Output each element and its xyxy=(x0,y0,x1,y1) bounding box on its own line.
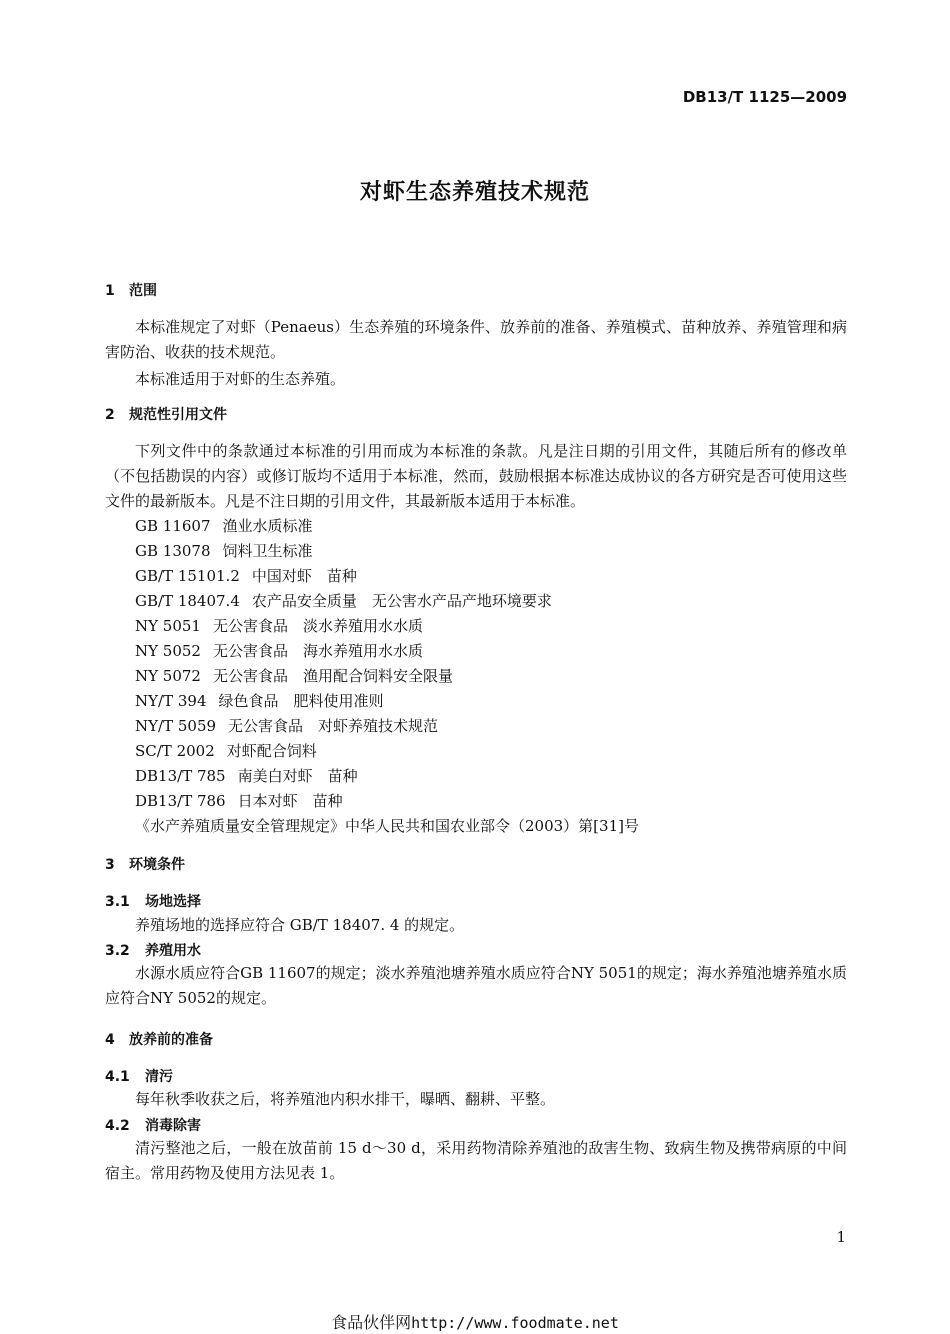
section-number: 3 xyxy=(105,857,115,873)
reference-name: 无公害食品 渔用配合饲料安全限量 xyxy=(212,667,453,685)
reference-code: GB/T 15101.2 xyxy=(135,567,240,585)
reference-code: GB 11607 xyxy=(135,517,211,535)
reference-item xyxy=(135,715,438,736)
reference-item xyxy=(135,565,357,586)
reference-name: 无公害食品 海水养殖用水水质 xyxy=(212,642,423,660)
subsection-title: 养殖用水 xyxy=(145,943,201,959)
reference-code: DB13/T 786 xyxy=(135,792,226,810)
reference-code: DB13/T 785 xyxy=(135,767,226,785)
subsection-number: 4.2 xyxy=(105,1118,130,1134)
reference-name: 中国对虾 苗种 xyxy=(251,567,357,585)
reference-item xyxy=(135,515,313,536)
reference-code: GB/T 18407.4 xyxy=(135,592,240,610)
document-title: 对虾生态养殖技术规范 xyxy=(359,180,590,205)
footer-url-link[interactable]: http://www.foodmate.net xyxy=(411,1314,619,1332)
reference-item xyxy=(135,540,313,561)
subsection-3-2-text: 水源水质应符合GB 11607的规定；淡水养殖池塘养殖水质应符合NY 5051的规定；海水养殖池塘养殖水质应符合NY 5052的规定。 xyxy=(105,964,847,1007)
reference-code: NY 5051 xyxy=(135,617,201,635)
section-title: 规范性引用文件 xyxy=(129,407,227,423)
subsection-number: 4.1 xyxy=(105,1069,130,1085)
reference-regulation: 《水产养殖质量安全管理规定》中华人民共和国农业部令（2003）第[31]号 xyxy=(135,817,639,835)
reference-item xyxy=(135,790,343,811)
reference-name: 南美白对虾 苗种 xyxy=(237,767,358,785)
reference-name: 饲料卫生标准 xyxy=(222,542,313,560)
subsection-3-1-text: 养殖场地的选择应符合 GB/T 18407. 4 的规定。 xyxy=(135,916,465,934)
subsection-4-1-heading xyxy=(105,1066,173,1086)
reference-name: 对虾配合饲料 xyxy=(226,742,317,760)
subsection-number: 3.2 xyxy=(105,943,130,959)
section-2-paragraph: 下列文件中的条款通过本标准的引用而成为本标准的条款。凡是注日期的引用文件，其随后所有的修改单（不包括勘误的内容）或修订版均不适用于本标准，然而，鼓励根据本标准达成协议的各方研究是否可使用这些文件的最新版本。凡是不注日期的引用文件，其最新版本适用于本标准。 xyxy=(105,442,847,510)
reference-item xyxy=(135,765,358,786)
subsection-3-1-heading xyxy=(105,891,201,911)
section-1-paragraph: 本标准规定了对虾（Penaeus）生态养殖的环境条件、放养前的准备、养殖模式、苗种放养、养殖管理和病害防治、收获的技术规范。 xyxy=(105,318,847,361)
reference-name: 无公害食品 淡水养殖用水水质 xyxy=(212,617,423,635)
subsection-3-2-heading xyxy=(105,940,201,960)
reference-name: 渔业水质标准 xyxy=(222,517,313,535)
section-number: 2 xyxy=(105,407,115,423)
section-2-heading xyxy=(105,404,227,424)
footer-watermark xyxy=(0,1310,950,1333)
reference-code: NY/T 394 xyxy=(135,692,207,710)
reference-code: NY/T 5059 xyxy=(135,717,217,735)
reference-item xyxy=(135,640,423,661)
reference-code: NY 5072 xyxy=(135,667,201,685)
subsection-title: 消毒除害 xyxy=(145,1118,201,1134)
subsection-title: 清污 xyxy=(145,1069,173,1085)
reference-code: SC/T 2002 xyxy=(135,742,215,760)
reference-code: GB 13078 xyxy=(135,542,211,560)
document-number: DB13/T 1125—2009 xyxy=(682,88,847,106)
reference-name: 日本对虾 苗种 xyxy=(237,792,343,810)
section-4-heading xyxy=(105,1029,213,1049)
section-1-scope-applicability: 本标准适用于对虾的生态养殖。 xyxy=(135,370,346,388)
section-title: 环境条件 xyxy=(129,857,185,873)
reference-item xyxy=(135,740,317,761)
reference-item xyxy=(135,590,552,611)
page-number: 1 xyxy=(836,1228,846,1246)
section-3-heading xyxy=(105,854,185,874)
reference-code: NY 5052 xyxy=(135,642,201,660)
subsection-4-2-text: 清污整池之后，一般在放苗前 15 d～30 d，采用药物清除养殖池的敌害生物、致病生物及携带病原的中间宿主。常用药物及使用方法见表 1。 xyxy=(105,1139,847,1182)
section-title: 范围 xyxy=(129,283,157,299)
reference-item xyxy=(135,690,384,711)
subsection-number: 3.1 xyxy=(105,894,130,910)
subsection-title: 场地选择 xyxy=(145,894,201,910)
subsection-4-1-text: 每年秋季收获之后，将养殖池内积水排干，曝晒、翻耕、平整。 xyxy=(135,1090,556,1108)
reference-item xyxy=(135,615,423,636)
reference-name: 农产品安全质量 无公害水产品产地环境要求 xyxy=(251,592,552,610)
subsection-4-2-heading xyxy=(105,1115,201,1135)
reference-item xyxy=(135,665,453,686)
section-number: 4 xyxy=(105,1032,115,1048)
section-number: 1 xyxy=(105,283,115,299)
reference-name: 无公害食品 对虾养殖技术规范 xyxy=(228,717,439,735)
section-1-heading xyxy=(105,280,157,300)
section-title: 放养前的准备 xyxy=(129,1032,213,1048)
footer-site-name: 食品伙伴网 xyxy=(331,1313,412,1332)
reference-name: 绿色食品 肥料使用准则 xyxy=(218,692,384,710)
